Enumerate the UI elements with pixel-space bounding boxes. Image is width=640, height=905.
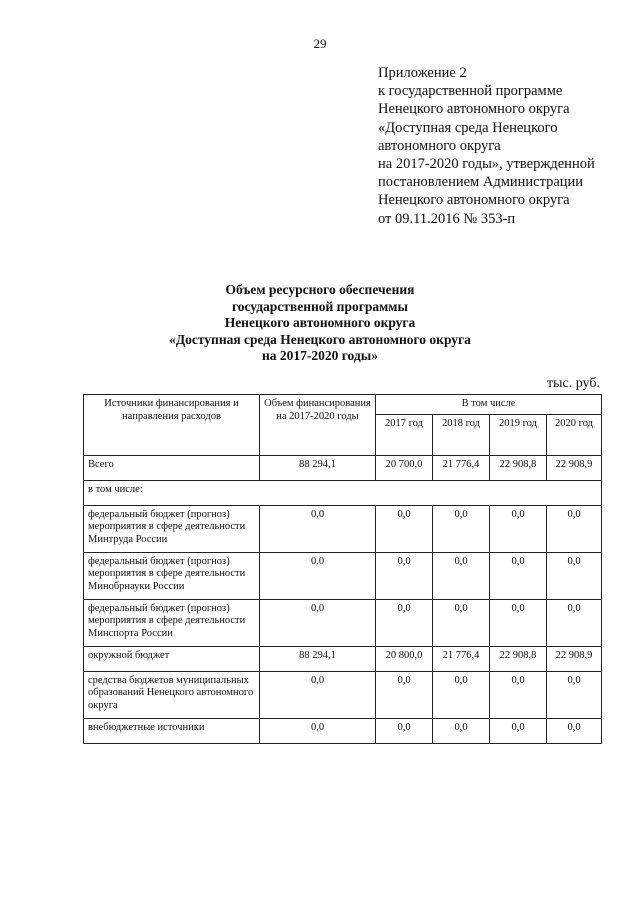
- row-2020: 22 908,9: [547, 455, 602, 480]
- table-row: [84, 455, 602, 480]
- row-2018: 0,0: [433, 718, 490, 743]
- row-source: Всего: [84, 455, 260, 480]
- appendix-line: автономного округа: [378, 137, 501, 154]
- title-line: государственной программы: [231, 298, 409, 314]
- row-total: 0,0: [260, 505, 376, 552]
- row-2020: 0,0: [547, 552, 602, 599]
- row-source: средства бюджетов муниципальных образований Ненецкого автономного округа: [84, 671, 260, 718]
- appendix-line: Ненецкого автономного округа: [378, 101, 570, 118]
- appendix-line: Ненецкого автономного округа: [378, 192, 570, 209]
- row-2020: 0,0: [547, 505, 602, 552]
- row-2019: 0,0: [490, 718, 547, 743]
- row-total: 0,0: [260, 599, 376, 646]
- row-total: 0,0: [260, 718, 376, 743]
- row-subheading: в том числе:: [84, 480, 602, 505]
- row-2017: 20 700,0: [376, 455, 433, 480]
- row-total: 0,0: [260, 552, 376, 599]
- row-2017: 0,0: [376, 671, 433, 718]
- title-line: на 2017-2020 годы»: [261, 348, 379, 364]
- header-year-2017: 2017 год: [376, 414, 433, 455]
- appendix-line: «Доступная среда Ненецкого: [378, 119, 558, 136]
- table-row: [84, 480, 602, 505]
- page-number: 29: [313, 36, 327, 51]
- row-2019: 22 908,8: [490, 455, 547, 480]
- header-year-2018: 2018 год: [433, 414, 490, 455]
- row-2018: 0,0: [433, 599, 490, 646]
- appendix-line: Приложение 2: [378, 65, 467, 81]
- row-2020: 0,0: [547, 599, 602, 646]
- row-source: федеральный бюджет (прогноз) мероприятия в сфере деятельности Минобрнауки России: [84, 552, 260, 599]
- header-year-2019: 2019 год: [490, 414, 547, 455]
- row-2017: 0,0: [376, 505, 433, 552]
- appendix-line: постановлением Администрации: [378, 174, 584, 191]
- appendix-line: от 09.11.2016 № 353-п: [378, 210, 516, 227]
- row-2017: 20 800,0: [376, 646, 433, 671]
- row-2019: 22 908,8: [490, 646, 547, 671]
- row-2018: 21 776,4: [433, 646, 490, 671]
- row-2018: 0,0: [433, 505, 490, 552]
- title-line: «Доступная среда Ненецкого автономного округа: [169, 331, 471, 347]
- row-2018: 0,0: [433, 671, 490, 718]
- row-2020: 0,0: [547, 718, 602, 743]
- row-2019: 0,0: [490, 599, 547, 646]
- unit-label: тыс. руб.: [547, 376, 600, 391]
- table-row: [84, 505, 602, 552]
- table-row: [84, 671, 602, 718]
- row-2020: 22 908,9: [547, 646, 602, 671]
- header-year-2020: 2020 год: [547, 414, 602, 455]
- funding-table: [83, 394, 602, 744]
- title-line: Ненецкого автономного округа: [224, 315, 416, 331]
- header-including: В том числе: [376, 395, 602, 415]
- row-source: окружной бюджет: [84, 646, 260, 671]
- appendix-line: к государственной программе: [378, 83, 563, 100]
- row-2019: 0,0: [490, 671, 547, 718]
- row-2019: 0,0: [490, 505, 547, 552]
- row-2020: 0,0: [547, 671, 602, 718]
- header-source: Источники финансирования и направления расходов: [84, 395, 260, 456]
- row-2017: 0,0: [376, 552, 433, 599]
- row-source: федеральный бюджет (прогноз) мероприятия в сфере деятельности Минспорта России: [84, 599, 260, 646]
- row-source: внебюджетные источники: [84, 718, 260, 743]
- row-2018: 21 776,4: [433, 455, 490, 480]
- row-2019: 0,0: [490, 552, 547, 599]
- table-row: [84, 646, 602, 671]
- appendix-line: на 2017-2020 годы», утвержденной: [378, 156, 595, 173]
- row-2017: 0,0: [376, 718, 433, 743]
- table-row: [84, 718, 602, 743]
- row-total: 88 294,1: [260, 646, 376, 671]
- row-total: 0,0: [260, 671, 376, 718]
- row-2017: 0,0: [376, 599, 433, 646]
- title-line: Объем ресурсного обеспечения: [225, 282, 415, 297]
- row-source: федеральный бюджет (прогноз) мероприятия в сфере деятельности Минтруда России: [84, 505, 260, 552]
- table-row: [84, 552, 602, 599]
- document-title: [0, 282, 640, 365]
- appendix-block: [378, 64, 628, 228]
- table-row: [84, 599, 602, 646]
- header-total: Объем финансирования на 2017-2020 годы: [260, 395, 376, 456]
- row-total: 88 294,1: [260, 455, 376, 480]
- row-2018: 0,0: [433, 552, 490, 599]
